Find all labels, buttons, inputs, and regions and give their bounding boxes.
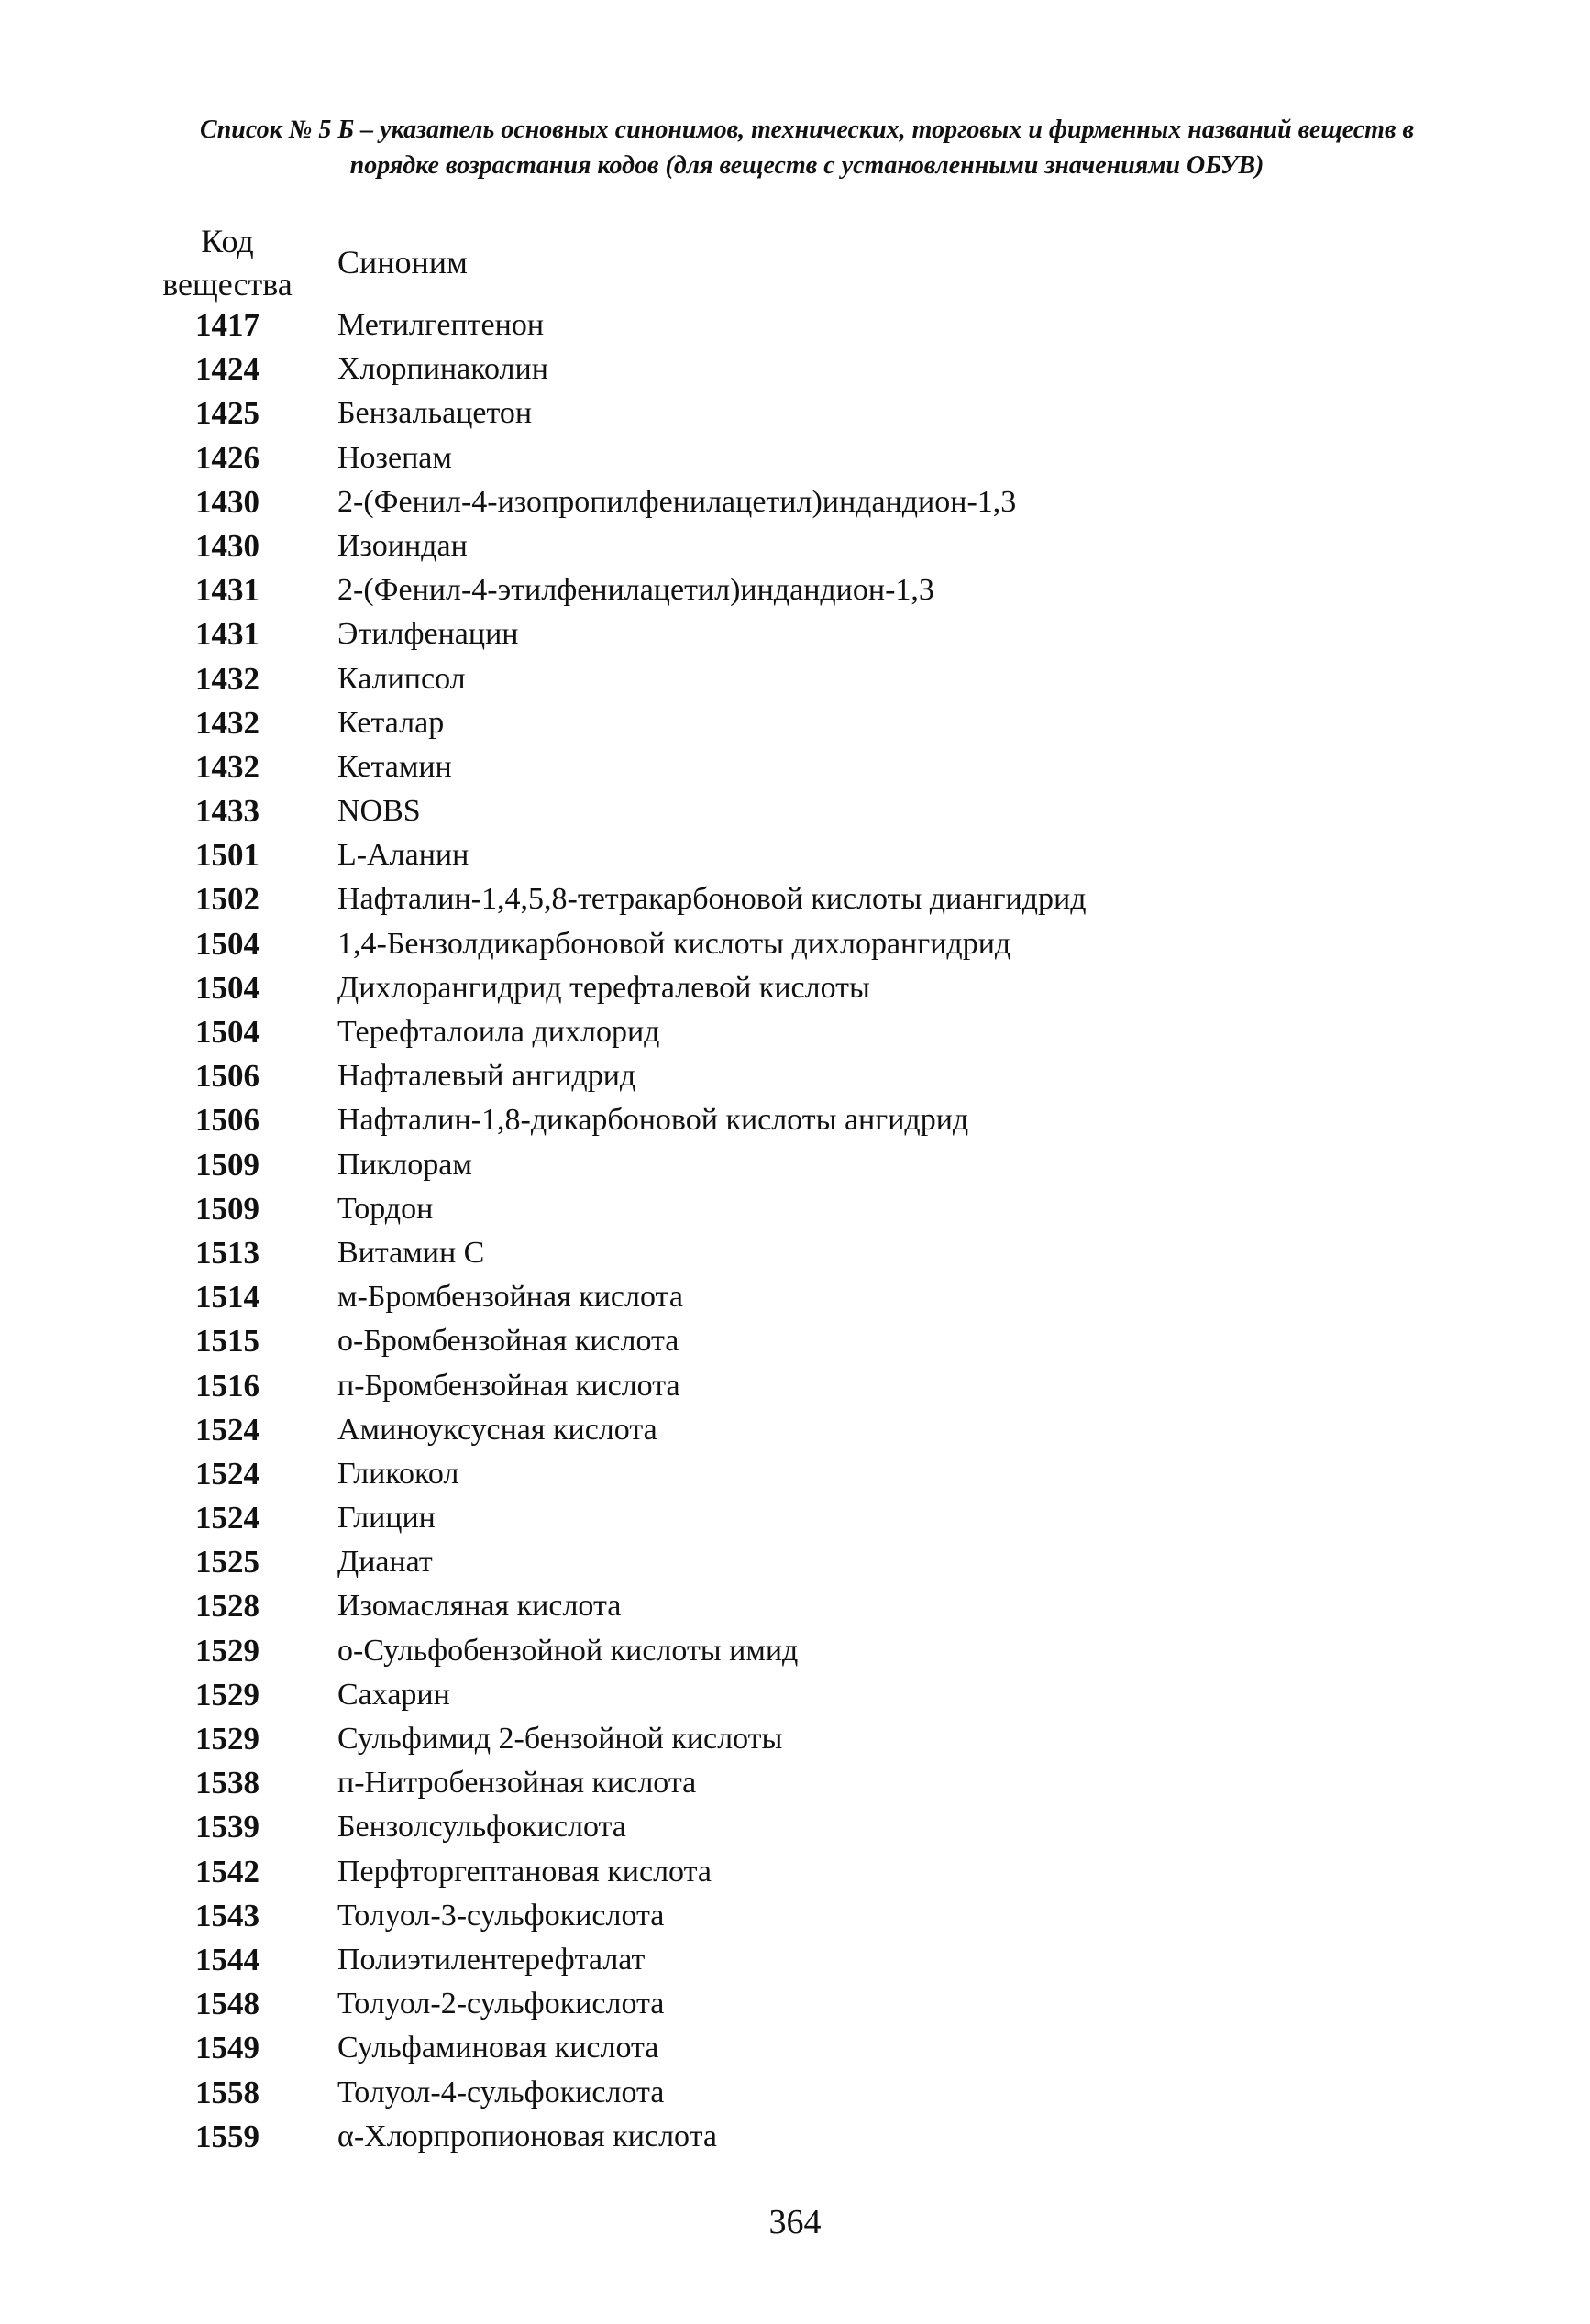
- substance-synonym: 1,4-Бензолдикарбоновой кислоты дихлорангидрид: [337, 926, 1011, 961]
- substance-code: 1432: [195, 660, 259, 697]
- substance-synonym: Кеталар: [337, 705, 445, 740]
- substance-code: 1515: [195, 1323, 259, 1360]
- substance-synonym: Дианат: [337, 1545, 433, 1580]
- substance-code: 1516: [195, 1367, 259, 1404]
- substance-code: 1538: [195, 1765, 259, 1801]
- table-row: [147, 1805, 1430, 1849]
- substance-code: 1425: [195, 395, 259, 432]
- substance-code: 1504: [195, 1014, 259, 1050]
- table-row: [147, 1452, 1430, 1496]
- substance-synonym: Кетамин: [337, 749, 452, 784]
- substance-code: 1506: [195, 1058, 259, 1095]
- substance-code: 1417: [195, 307, 259, 343]
- column-header-code-line-2: вещества: [162, 266, 293, 303]
- substance-code: 1529: [195, 1632, 259, 1669]
- page-number: 364: [768, 2203, 822, 2241]
- substance-synonym: Нозепам: [337, 440, 452, 475]
- table-row: [147, 1717, 1430, 1761]
- substance-synonym: м-Бромбензойная кислота: [337, 1280, 683, 1315]
- substance-synonym: Метилгептенон: [337, 308, 545, 342]
- substance-code: 1504: [195, 969, 259, 1006]
- substance-synonym: Этилфенацин: [337, 617, 519, 652]
- table-row: [147, 1319, 1430, 1363]
- substance-synonym: Сахарин: [337, 1677, 450, 1712]
- substance-code: 1502: [195, 881, 259, 918]
- substance-code: 1514: [195, 1279, 259, 1316]
- substance-code: 1430: [195, 483, 259, 520]
- substance-synonym: Бензальацетон: [337, 396, 533, 431]
- synonym-list: [147, 303, 1430, 2159]
- substance-synonym: Толуол-3-сульфокислота: [337, 1898, 665, 1933]
- substance-synonym: Пиклорам: [337, 1147, 472, 1182]
- table-row: [147, 391, 1430, 435]
- table-row: [147, 1364, 1430, 1408]
- table-row: [147, 436, 1430, 480]
- substance-code: 1524: [195, 1411, 259, 1448]
- table-row: [147, 1629, 1430, 1673]
- substance-synonym: Изомасляная кислота: [337, 1589, 622, 1624]
- table-row: [147, 2071, 1430, 2115]
- substance-code: 1509: [195, 1146, 259, 1183]
- column-header-code-line-1: Код: [201, 223, 254, 259]
- substance-code: 1513: [195, 1234, 259, 1271]
- table-row: [147, 657, 1430, 701]
- table-row: [147, 1850, 1430, 1894]
- substance-synonym: Хлорпинаколин: [337, 352, 548, 387]
- table-row: [147, 966, 1430, 1010]
- page-title-line-1: Список № 5 Б – указатель основных синонимов, технических, торговых и фирменных названий веществ в: [200, 116, 1414, 144]
- substance-code: 1432: [195, 748, 259, 785]
- substance-synonym: 2-(Фенил-4-этилфенилацетил)индандион-1,3: [337, 573, 934, 608]
- substance-synonym: α-Хлорпропионовая кислота: [337, 2119, 717, 2153]
- substance-code: 1528: [195, 1588, 259, 1625]
- table-row: [147, 2026, 1430, 2070]
- substance-synonym: п-Нитробензойная кислота: [337, 1766, 697, 1801]
- table-row: [147, 303, 1430, 347]
- substance-code: 1504: [195, 925, 259, 962]
- column-header-synonym: Синоним: [337, 244, 468, 281]
- substance-synonym: о-Бромбензойная кислота: [337, 1324, 679, 1359]
- table-row: [147, 524, 1430, 568]
- substance-code: 1424: [195, 351, 259, 388]
- table-row: [147, 1584, 1430, 1628]
- substance-synonym: 2-(Фенил-4-изопропилфенилацетил)индандион-1,3: [337, 484, 1017, 519]
- table-row: [147, 1540, 1430, 1584]
- table-row: [147, 789, 1430, 833]
- table-row: [147, 1275, 1430, 1319]
- substance-synonym: Нафталин-1,4,5,8-тетракарбоновой кислоты диангидрид: [337, 882, 1087, 917]
- substance-code: 1525: [195, 1544, 259, 1581]
- page-title: [110, 112, 1504, 183]
- substance-code: 1509: [195, 1190, 259, 1227]
- substance-synonym: п-Бромбензойная кислота: [337, 1368, 680, 1403]
- substance-code: 1430: [195, 527, 259, 564]
- substance-code: 1529: [195, 1676, 259, 1713]
- substance-code: 1501: [195, 837, 259, 874]
- substance-code: 1558: [195, 2074, 259, 2110]
- substance-synonym: Гликокол: [337, 1456, 459, 1491]
- substance-code: 1426: [195, 439, 259, 476]
- substance-code: 1431: [195, 616, 259, 653]
- substance-synonym: Толуол-4-сульфокислота: [337, 2075, 665, 2109]
- table-row: [147, 1938, 1430, 1982]
- table-row: [147, 1894, 1430, 1938]
- substance-synonym: Аминоуксусная кислота: [337, 1412, 657, 1447]
- substance-synonym: Бензолсульфокислота: [337, 1810, 626, 1845]
- substance-synonym: Калипсол: [337, 661, 466, 696]
- substance-synonym: Полиэтилентерефталат: [337, 1942, 646, 1977]
- substance-code: 1539: [195, 1809, 259, 1845]
- substance-code: 1559: [195, 2118, 259, 2154]
- substance-synonym: Терефталоила дихлорид: [337, 1015, 660, 1049]
- substance-synonym: Изоиндан: [337, 528, 468, 563]
- substance-synonym: Витамин С: [337, 1235, 485, 1270]
- table-row: [147, 1673, 1430, 1717]
- substance-code: 1524: [195, 1455, 259, 1492]
- substance-synonym: Тордон: [337, 1191, 434, 1226]
- substance-synonym: Нафталевый ангидрид: [337, 1059, 636, 1094]
- table-row: [147, 1187, 1430, 1231]
- substance-code: 1431: [195, 572, 259, 609]
- substance-synonym: Сульфаминовая кислота: [337, 2031, 659, 2065]
- page-title-line-2: порядке возрастания кодов (для веществ с установленными значениями ОБУВ): [349, 151, 1264, 180]
- table-row: [147, 1054, 1430, 1098]
- table-row: [147, 2115, 1430, 2159]
- substance-synonym: Дихлорангидрид терефталевой кислоты: [337, 970, 870, 1005]
- table-row: [147, 1408, 1430, 1452]
- table-row: [147, 1143, 1430, 1187]
- table-row: [147, 1231, 1430, 1275]
- substance-synonym: Перфторгептановая кислота: [337, 1854, 712, 1889]
- table-row: [147, 833, 1430, 877]
- substance-code: 1548: [195, 1986, 259, 2022]
- table-row: [147, 1496, 1430, 1540]
- substance-synonym: Нафталин-1,8-дикарбоновой кислоты ангидрид: [337, 1103, 969, 1138]
- substance-code: 1542: [195, 1853, 259, 1889]
- table-row: [147, 745, 1430, 789]
- substance-code: 1544: [195, 1941, 259, 1977]
- substance-code: 1433: [195, 793, 259, 830]
- substance-code: 1432: [195, 704, 259, 741]
- table-row: [147, 877, 1430, 921]
- table-row: [147, 347, 1430, 391]
- substance-synonym: NOBS: [337, 794, 421, 829]
- column-header-code: [147, 220, 308, 306]
- table-row: [147, 480, 1430, 524]
- substance-code: 1549: [195, 2030, 259, 2066]
- table-row: [147, 568, 1430, 612]
- substance-synonym: L-Аланин: [337, 838, 469, 873]
- substance-code: 1524: [195, 1500, 259, 1536]
- table-row: [147, 1098, 1430, 1142]
- substance-synonym: Толуол-2-сульфокислота: [337, 1987, 665, 2021]
- table-row: [147, 701, 1430, 745]
- substance-code: 1543: [195, 1897, 259, 1933]
- table-header: [147, 220, 1430, 307]
- substance-synonym: Глицин: [337, 1501, 436, 1536]
- substance-synonym: Сульфимид 2-бензойной кислоты: [337, 1722, 783, 1756]
- table-row: [147, 1982, 1430, 2026]
- substance-code: 1529: [195, 1721, 259, 1757]
- table-row: [147, 1761, 1430, 1805]
- table-row: [147, 612, 1430, 656]
- table-row: [147, 1010, 1430, 1054]
- substance-code: 1506: [195, 1102, 259, 1139]
- substance-synonym: о-Сульфобензойной кислоты имид: [337, 1633, 799, 1668]
- table-row: [147, 922, 1430, 966]
